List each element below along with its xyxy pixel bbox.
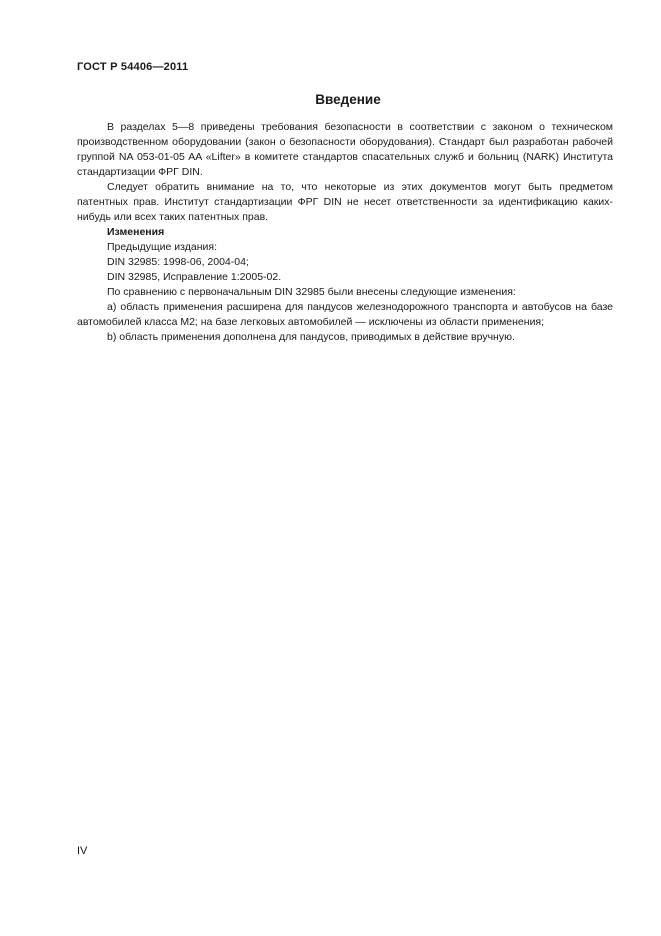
document-header: ГОСТ Р 54406—2011 <box>77 61 189 73</box>
section-title-text: Введение <box>315 92 381 107</box>
previous-edition-1: DIN 32985: 1998-06, 2004-04; <box>107 256 249 268</box>
page-number: IV <box>77 845 88 857</box>
section-title <box>0 92 661 107</box>
previous-editions-label: Предыдущие издания: <box>107 241 217 253</box>
paragraph-patents: Следует обратить внимание на то, что некоторые из этих документов могут быть предметом патентных прав. Институт стандартизации ФРГ DIN не несет ответственности за идентификацию каких-нибудь или всех таких патентных прав. <box>77 181 613 223</box>
changes-heading: Изменения <box>107 226 165 238</box>
change-item-a: а) область применения расширена для пандусов железнодорожного транспорта и автобусов на базе автомобилей класса М2; на базе легковых автомобилей — исключены из области применения; <box>77 301 613 328</box>
paragraph-requirements: В разделах 5—8 приведены требования безопасности в соответствии с законом о техническом производственном оборудовании (закон о безопасности оборудования). Стандарт был разработан рабочей группой NA 053-01-05 AA «Lifter» в комитете стандартов спасательных служб и больниц (NARK) Института стандартизации ФРГ DIN. <box>77 121 613 178</box>
document-body <box>77 120 613 345</box>
previous-edition-2: DIN 32985, Исправление 1:2005-02. <box>107 271 282 283</box>
changes-intro: По сравнению с первоначальным DIN 32985 были внесены следующие изменения: <box>107 286 516 298</box>
change-item-b: b) область применения дополнена для пандусов, приводимых в действие вручную. <box>107 331 515 343</box>
